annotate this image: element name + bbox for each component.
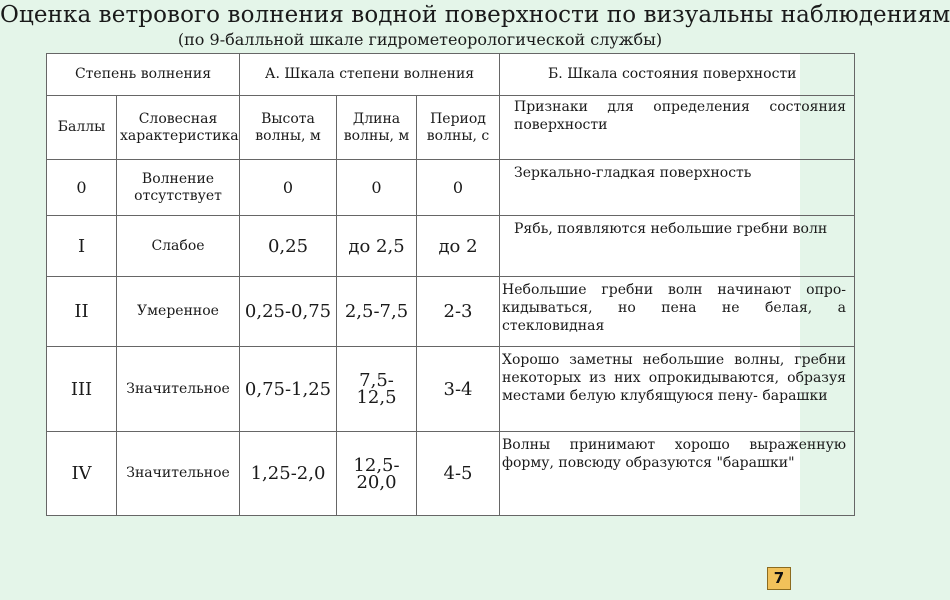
col-header-height: Высота волны, м bbox=[240, 96, 337, 160]
col-header-length: Длина волны, м bbox=[337, 96, 417, 160]
cell-verbal: Значительное bbox=[117, 347, 240, 432]
page-title: Оценка ветрового волнения водной поверхности по визуальны наблюдениям bbox=[0, 2, 950, 28]
cell-points: III bbox=[47, 347, 117, 432]
cell-period: 4-5 bbox=[417, 432, 500, 516]
cell-desc: Волны принимают хорошо выраженную форму, повсюду образуются "барашки" bbox=[500, 432, 855, 516]
cell-verbal: Слабое bbox=[117, 216, 240, 277]
cell-length: 7,5-12,5 bbox=[337, 347, 417, 432]
cell-height: 0,25-0,75 bbox=[240, 277, 337, 347]
page-subtitle: (по 9-балльной шкале гидрометеорологической службы) bbox=[177, 30, 663, 49]
col-header-verbal: Словесная характеристика bbox=[117, 96, 240, 160]
cell-points: I bbox=[47, 216, 117, 277]
page-number-badge[interactable]: 7 bbox=[767, 567, 791, 590]
cell-desc: Зеркально-гладкая поверхность bbox=[500, 160, 855, 216]
table-row bbox=[47, 347, 855, 432]
table-row bbox=[47, 432, 855, 516]
cell-length: 12,5-20,0 bbox=[337, 432, 417, 516]
col-header-period: Период волны, с bbox=[417, 96, 500, 160]
table-column-header-row bbox=[47, 96, 855, 160]
header-scale-b: Б. Шкала состояния поверхности bbox=[500, 54, 855, 96]
table-row bbox=[47, 216, 855, 277]
cell-verbal: Значительное bbox=[117, 432, 240, 516]
table-row bbox=[47, 160, 855, 216]
cell-length: 2,5-7,5 bbox=[337, 277, 417, 347]
table-sheet bbox=[46, 53, 847, 515]
cell-length: 0 bbox=[337, 160, 417, 216]
cell-desc: Хорошо заметны небольшие волны, гребни некоторых из них опрокидываются, образуя местами белую клубящуюся пену- барашки bbox=[500, 347, 855, 432]
cell-height: 0 bbox=[240, 160, 337, 216]
cell-desc: Небольшие гребни волн начинают опро-кидываться, но пена не белая, а стекловидная bbox=[500, 277, 855, 347]
cell-points: II bbox=[47, 277, 117, 347]
wave-scale-table bbox=[46, 53, 855, 516]
col-header-points: Баллы bbox=[47, 96, 117, 160]
header-scale-a: А. Шкала степени волнения bbox=[240, 54, 500, 96]
cell-verbal: Умеренное bbox=[117, 277, 240, 347]
cell-period: 3-4 bbox=[417, 347, 500, 432]
cell-desc: Рябь, появляются небольшие гребни волн bbox=[500, 216, 855, 277]
header-degree: Степень волнения bbox=[47, 54, 240, 96]
table-group-header-row bbox=[47, 54, 855, 96]
cell-period: до 2 bbox=[417, 216, 500, 277]
cell-height: 1,25-2,0 bbox=[240, 432, 337, 516]
cell-height: 0,25 bbox=[240, 216, 337, 277]
cell-verbal: Волнение отсутствует bbox=[117, 160, 240, 216]
cell-points: 0 bbox=[47, 160, 117, 216]
table-row bbox=[47, 277, 855, 347]
col-header-signs: Признаки для определения состояния поверхности bbox=[500, 96, 855, 160]
cell-height: 0,75-1,25 bbox=[240, 347, 337, 432]
cell-length: до 2,5 bbox=[337, 216, 417, 277]
cell-period: 0 bbox=[417, 160, 500, 216]
cell-period: 2-3 bbox=[417, 277, 500, 347]
cell-points: IV bbox=[47, 432, 117, 516]
